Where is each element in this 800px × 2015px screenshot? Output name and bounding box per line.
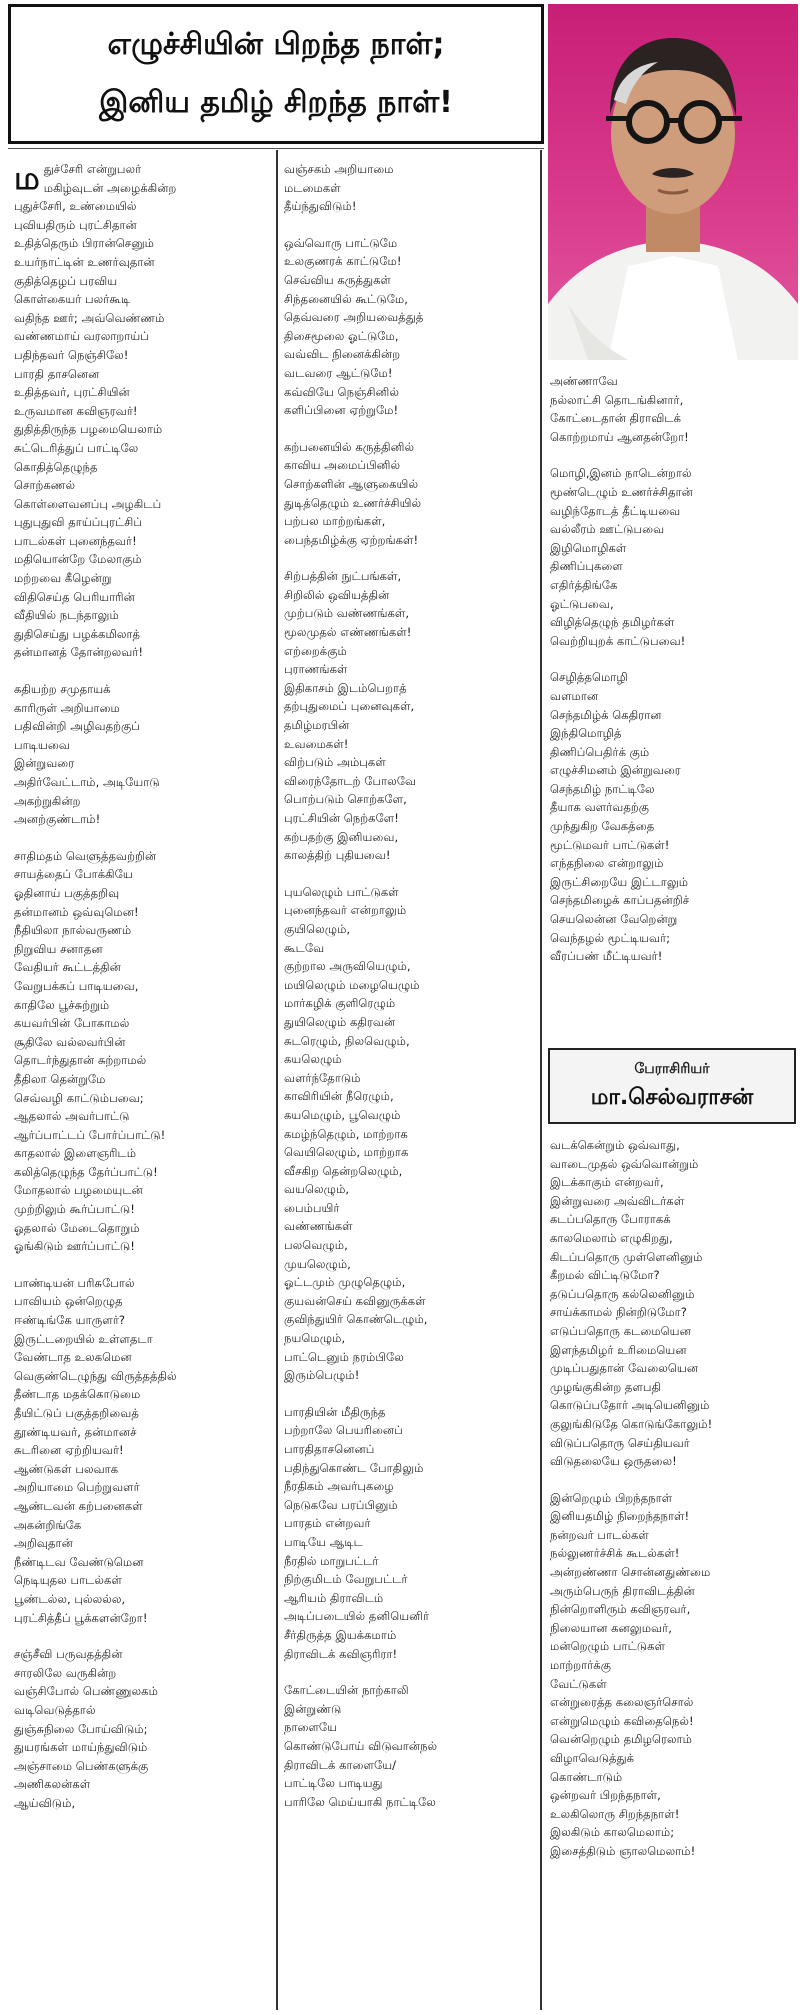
col2-stanza: கோட்டையின் நாற்காலி இன்றுண்டு நாளையே கொண்டுபோய் விடுவான்நல் திராவிடக் காளையே/ பாட்டிலே பாடியது பாரிலே மெய்யாகி நாட்டிலே — [284, 1683, 438, 1809]
col2-stanza: புயலெழும் பாட்டுகள் புனைந்தவர் என்றாலும் குயிலெழும், கூடவே குற்றால அருவியெழும், மயிலெழும் மழையெழும் மார்கழிக் குளிரெழும் துயிலெழும் கதிரவன் சுடரெழும், நிலவெழும், கயலெழும் வளர்ந்தோடும் காவிரியின் நீரெழும், கயமெழும், பூவெழும் கமழ்ந்தெழும், மாற்றாக வெயிலெழும், மாற்றாக வீசகிற தென்றலெழும், வயலெழும், பைம்பயிர் வண்ணங்கள் பலவெழும், முயலெழும், ஓட்டமும் முழுதெழும், குயவன்செய் கவினுருக்கள் குவிந்துயிர் கொண்டெழும், நயமெழும், பாட்டெனும் நரம்பிலே இரும்பெழும்! — [284, 884, 428, 1383]
headline-box — [8, 4, 544, 144]
col3-stanza: வடக்கென்றும் ஒவ்வாது, வாடைமுதல் ஒவ்வொன்றும் இடக்காகும் என்றவர், இன்றுவரை அவ்விடர்கள் கடப்பதொரு போராகக் காலமெலாம் எழுகிறது, கிடப்பதொரு முள்ளெனினும் கீறமல் விட்டிடுமோ? தடுப்பதொரு கல்லெனினும் சாய்க்காமல் நின்றிடுமோ? எடுப்பதொரு கடமையென இளந்தமிழர் உரிமையென முடிப்பதுதான் வேலையென முழங்குகின்ற தளபதி கொடுப்பதோர் அடியெனினும் குலுங்கிடுதே கொடுங்கோலும்! விடுப்பதொரு செய்தியவர் விடுதலையே ஒருதலை! — [550, 1138, 713, 1469]
col2-stanza: வஞ்சகம் அறியாமை மடமைகள் தீய்ந்துவிடும்! — [284, 162, 394, 214]
column-3-top — [550, 372, 794, 984]
drop-cap: ம — [14, 159, 40, 197]
headline-line-2: இனிய தமிழ் சிறந்த நாள்! — [99, 85, 453, 120]
column-1 — [14, 160, 272, 1830]
col2-stanza: சிற்பத்தின் நுட்பங்கள், சிறிலில் ஒவியத்தின் முற்படும் வண்ணங்கள், மூலமுதல் எண்ணங்கள்! எற்றைக்கும் புராணங்கள் இதிகாசம் இடம்பெறாத் தற்புதுமைப் புனைவுகள், தமிழ்மரபின் உவமைகள்! விற்படும் அம்புகள் விரைந்தோடற் போலவே பொற்படும் சொற்களே, புரட்சியின் நெற்களே! கற்பதற்கு இனியவை, காலத்திற் புதியவை! — [284, 569, 417, 863]
headline-line-1: எழுச்சியின் பிறந்த நாள்; — [107, 27, 445, 62]
col1-stanza: கதியற்ற சமுதாயக் காரிருள் அறியாமை பதிவின்றி அழிவதற்குப் பாடியவை இன்றுவரை அதிர்வேட்டாம், அடியோடு அகற்றுகின்ற அனற்குண்டாம்! — [14, 682, 160, 827]
col1-stanza: சாதிமதம் வெளுத்தவற்றின் சாயத்தைப் போக்கியே ஓதினாய் பகுத்தறிவு தன்மானம் ஒவ்வுமென! நீதியிலா நால்வருணம் நிறுவிய சனாதன வேதியர் கூட்டத்தின் வேறுபக்கப் பாடியவை, காதிலே பூச்சுற்றும் கயவர்பின் போகாமல் சூதிலே வல்லவர்பின் தொடர்ந்துதான் சுற்றாமல் தீதிலா தென்றுமே செவ்வழி காட்டும்பவை; ஆதலால் அவர்பாட்டு ஆர்ப்பாட்டப் போர்ப்பாட்டு! காதலால் இளைஞரிடம் கலித்தெழுந்த தேர்ப்பாட்டு! மோதலால் பழமையுடன் முற்றிலும் கூர்ப்பாட்டு! ஓதலால் மேடைதொறும் ஓங்கிடும் ஊர்ப்பாட்டு! — [14, 848, 166, 1254]
col1-stanza: பாண்டியன் பரிசுபோல் பாவியம் ஒன்றெழுத ஈண்டிங்கே யாருளர்? இருட்டறையில் உள்ளதடா வேண்டாத உலகமென வெகுண்டெழுந்து விருத்தத்தில் தீண்டாத மதக்கொடுமை தீயிட்டுப் பகுத்தறிவைத் தூண்டியவர், தன்மானச் சுடரினை ஏற்றியவர்! ஆண்டுகள் பலவாக அறியாமை பெற்றுவளர் ஆண்டவன் கற்பனைகள் அகன்றிங்கே அறிவுதான் நீண்டிடவ வேண்டுமென நெடியுதல பாடல்கள் பூண்டல்ல, புல்லல்ல, புரட்சித்தீப் பூக்களன்றோ! — [14, 1275, 177, 1625]
column-rule-2 — [540, 150, 542, 2010]
portrait-photo — [548, 4, 798, 360]
col2-stanza: கற்பனையில் கருத்தினில் காவிய அமைப்பினில் சொற்களின் ஆளுகையில் துடித்தெழும் உணர்ச்சியில் பற்பல மாற்றங்கள், பைந்தமிழ்க்கு ஏற்றங்கள்! — [284, 439, 422, 547]
col3-stanza: அண்ணாவே நல்லாட்சி தொடங்கினார், கோட்டைதான் திராவிடக் கொற்றமாய் ஆனதன்றோ! — [550, 374, 689, 444]
col1-stanza — [14, 160, 272, 662]
col1-stanza-text: துச்சேரி என்றுபலர் மகிழ்வுடன் அழைக்கின்ற புதுச்சேரி, உண்மையில் புவியதிரும் புரட்சிதான் உதித்தெரும் பிரான்செனும் உயர்நாட்டின் உணர்வுதான் குதித்தெழப் பரவிய கொள்கையர் பலர்கூடி வதிந்த ஊர்; அவ்வெண்ணம் வண்ணமாய் வரலாறாய்ப் பதிந்தவர் நெஞ்சிலே! பாரதி தாசனென உதித்தவர், புரட்சியின் உருவமான கவிஞரவர்! துதித்திருந்த பழமையெலாம் சுட்டெரித்துப் பாட்டிலே கொதித்தெழுந்த சொற்கணல் கொள்ளைவனப்பு அழகிடப் புதுபுதுவி தாய்ப்புரட்சிப் பாடல்கள் புனைந்தவர்! மதியொன்றே மேலாகும் மற்றவை கீழென்று விதிசெய்த பெரியாரின் வீதியில் நடந்தாலும் துதிசெய்து பழக்கமிலாத் தன்மானத் தோன்றலவர்! — [14, 162, 177, 660]
col3-stanza: மொழி,இனம் நாடென்றால் மூண்டெழும் உணர்ச்சிதான் வழிந்தோடத் தீட்டியவை வல்லீரம் ஊட்டுபவை இழிமொழிகள் திணிப்புகளை எதிர்த்திங்கே ஓட்டுபவை, விழித்தெழுந் தமிழர்கள் வெற்றியுறக் காட்டுபவை! — [550, 466, 693, 648]
author-byline — [548, 1048, 796, 1124]
headline-rule — [8, 148, 544, 149]
author-title: பேராசிரியர் — [634, 1061, 710, 1077]
column-2 — [284, 160, 536, 1829]
col3-stanza: செழித்தமொழி வளமான செந்தமிழ்க் கெதிரான இந்திமொழித் திணிப்பெதிர்க் கும் எழுச்சிமனம் இன்றுவரை செந்தமிழ் நாட்டிலே தீயாக வளர்வதற்கு முந்துகிற வேகத்தை மூட்டுமவர் பாட்டுகள்! எந்தநிலை என்றாலும் இருட்சிறையே இட்டாலும் செந்தமிழைக் காப்பதன்றிச் செயலென்ன வேறென்று வெந்தழல் மூட்டியவர்; வீரப்பண் மீட்டியவர்! — [550, 670, 690, 964]
col2-stanza: ஒவ்வொரு பாட்டுமே உலகுணரக் காட்டுமே! செவ்விய கருத்துகள் சிந்தனையில் கூட்டுமே, தெவ்வரை அறியவைத்துத் திசைமூலை ஓட்டுமே, வவ்விட நினைக்கின்ற வடவரை ஆட்டுமே! கவ்வியே நெஞ்சினில் களிப்பினை ஏற்றுமே! — [284, 235, 424, 418]
col1-stanza: சஞ்சீவி பருவதத்தின் சாரலிலே வருகின்ற வஞ்சிபோல் பெண்ணுலகம் வடிவெடுத்தால் துஞ்சுநிலை போய்விடும்; துயரங்கள் மாய்ந்துவிடும் அஞ்சாமை பெண்களுக்கு அணிகலன்கள் ஆய்விடும், — [14, 1647, 158, 1810]
col2-stanza: பாரதியின் மீதிருந்த பற்றாலே பெயரினைப் பாரதிதாசனெனப் பதிந்துகொண்ட போதிலும் நீரதிகம் அவர்புகழை நெடுகவே பரப்பினும் பாரதம் என்றவர் பாடியே ஆடிட நீரதில் மாறுபட்டர் நிற்குமிடம் வேறுபட்டர் ஆரியம் திராவிடம் அடிப்படையில் தனியெனிர் சீர்திருத்த இயக்கமாம் திராவிடக் கவிஞரிரா! — [284, 1404, 430, 1661]
portrait-illustration — [548, 4, 798, 360]
col3-stanza: இன்றெழும் பிறந்தநாள் இனியதமிழ் நிறைந்தநாள்! நன்றவர் பாடல்கள் நல்லுணர்ச்சிக் கூடல்கள்! அன்றண்ணா சொன்னதுண்மை அரும்பெருந் திராவிடத்தின் நின்றொளிரும் கவிஞரவர், நிலையான கனலுமவர், மன்றெழும் பாட்டுகள் மாற்றார்க்கு வேட்டுகள் என்றுரைத்த கலைஞர்சொல் என்றுமெழும் கவிதைநெல்! வென்றெழும் தமிழரெலாம் விழாவெடுத்துக் கொண்டாடும் ஒன்றவர் பிறந்தநாள், உலகிலொரு சிறந்தநாள்! இலகிடும் காலமெலாம்; இசைத்திடும் ஞாலமெலாம்! — [550, 1490, 711, 1858]
author-name: மா.செல்வராசன் — [590, 1085, 754, 1110]
column-rule-1 — [276, 150, 278, 2010]
column-3-bottom — [550, 1136, 794, 1879]
